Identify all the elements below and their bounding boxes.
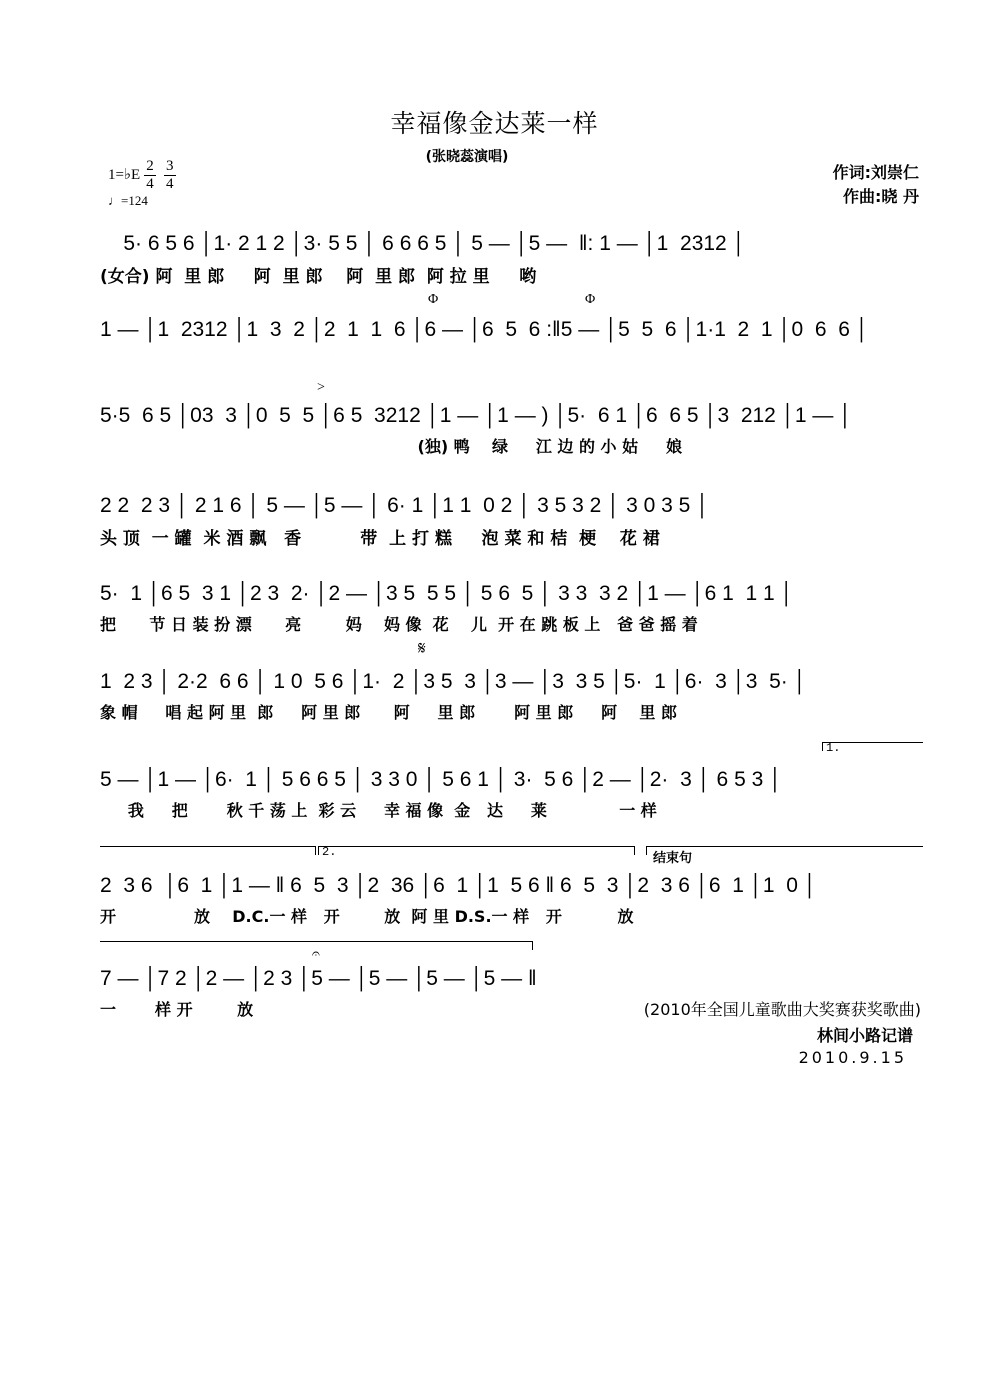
notation-line: 2 3 6 │6 1 │1 — ‖ 6 5 3 │2 36 │6 1 │1 5 6 ‖ 6 5 3 │2 3 6 │6 1 │1 0 │ (100, 874, 817, 897)
ending-phrase-bracket: 结束句 (646, 846, 923, 855)
time-signature-3-4: $\frac{3}{4}$ (164, 158, 176, 193)
lyrics-line: 一 样 开 放 (100, 1000, 254, 1019)
key-signature (108, 158, 176, 193)
tempo-marking: ♩=124 (108, 193, 148, 208)
notation-line: 5 — │1 — │6· 1 │ 5 6 6 5 │ 3 3 0 │ 5 6 1 │ 3· 5 6 │2 — │2· 3 │ 6 5 3 │ (100, 768, 783, 791)
coda-sign-icon: Φ (428, 292, 439, 307)
segno-sign-icon: 𝄋 (418, 638, 426, 658)
fermata-icon: 𝄐 (312, 947, 320, 962)
lyrics-line: 头 顶 一 罐 米 酒 飘 香 带 上 打 糕 泡 菜 和 桔 梗 花 裙 (100, 529, 660, 549)
volta-bracket-1: 1. (822, 742, 923, 751)
lyrics-line: 我 把 秋 千 荡 上 彩 云 幸 福 像 金 达 莱 一 样 (100, 801, 657, 820)
key-label: 1=♭E (108, 166, 141, 183)
time-signature-2-4: $\frac{2}{4}$ (144, 158, 156, 193)
transcriber-credit: 林间小路记谱 (816, 1026, 913, 1045)
notation-line: 5· 6 5 6 │1· 2 1 2 │3· 5 5 │ 6 6 6 5 │ 5 — │5 — ‖: 1 — │1 2312 │ (100, 232, 746, 255)
notation-line: 1 2 3 │ 2·2 6 6 │ 1 0 5 6 │1· 2 │3 5 3 │3 — │3 3 5 │5· 1 │6· 3 │3 5· │ (100, 670, 807, 693)
notation-line: 7 — │7 2 │2 — │2 3 │5 — │5 — │5 — │5 — ‖ (100, 967, 537, 990)
accent-mark-icon: > (317, 380, 325, 395)
lyrics-line: (女合) 阿 里 郎 阿 里 郎 阿 里 郎 阿 拉 里 哟 (100, 267, 537, 287)
lyrics-line: 把 节 日 装 扮 漂 亮 妈 妈 像 花 儿 开 在 跳 板 上 爸 爸 摇 着 (100, 615, 698, 634)
lyrics-line: 开 放 D.C.一 样 开 放 阿 里 D.S.一 样 开 放 (100, 907, 634, 926)
volta-bracket-2: 2. (318, 846, 635, 855)
notation-line: 1 — │1 2312 │1 3 2 │2 1 1 6 │6 — │6 5 6 :‖5 — │5 5 6 │1·1 2 1 │0 6 6 │ (100, 318, 869, 341)
lyrics-line: 象 帽 唱 起 阿 里 郎 阿 里 郎 阿 里 郎 阿 里 郎 阿 里 郎 (100, 703, 677, 722)
song-title: 幸福像金达莱一样 (390, 109, 599, 138)
singer-credit: (张晓蕊演唱) (425, 149, 509, 165)
volta-bracket-1-continued (100, 846, 316, 855)
composer-credit: 作曲:晓 丹 (843, 187, 919, 206)
transcription-date: 2010.9.15 (798, 1048, 907, 1067)
notation-line: 5· 1 │6 5 3 1 │2 3 2· │2 — │3 5 5 5 │ 5 6 5 │ 3 3 3 2 │1 — │6 1 1 1 │ (100, 582, 794, 605)
coda-sign-icon: Φ (585, 292, 596, 307)
award-note: (2010年全国儿童歌曲大奖赛获奖歌曲) (643, 1000, 921, 1019)
notation-line: 2 2 2 3 │ 2 1 6 │ 5 — │5 — │ 6· 1 │1 1 0 2 │ 3 5 3 2 │ 3 0 3 5 │ (100, 494, 710, 517)
notation-line: 5·5 6 5 │03 3 │0 5 5 │6 5 3212 │1 — │1 — ) │5· 6 1 │6 6 5 │3 212 │1 — │ (100, 404, 853, 427)
lyrics-line: (独) 鸭 绿 江 边 的 小 姑 娘 (100, 437, 682, 456)
lyricist-credit: 作词:刘崇仁 (832, 163, 919, 182)
